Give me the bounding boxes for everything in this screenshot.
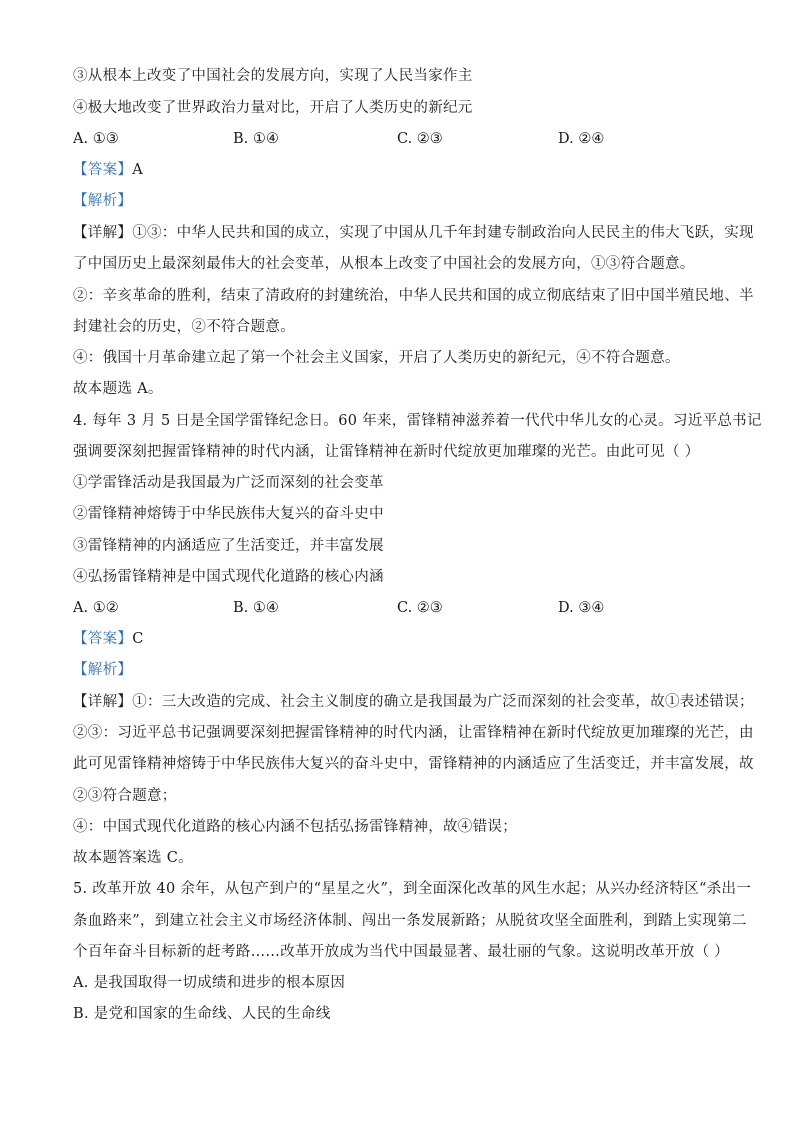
q4-detail-line-4: ②③符合题意； <box>73 788 177 804</box>
q4-item-1: ①学雷锋活动是我国最为广泛而深刻的社会变革 <box>73 475 384 491</box>
q4-item-4: ④弘扬雷锋精神是中国式现代化道路的核心内涵 <box>73 569 384 585</box>
q4-detail-line-2: ②③：习近平总书记强调要深刻把握雷锋精神的时代内涵，让雷锋精神在新时代绽放更加璀璨的光芒，由 <box>73 725 754 741</box>
q4-detail-line-3: 此可见雷锋精神熔铸于中华民族伟大复兴的奋斗史中，雷锋精神的内涵适应了生活变迁，并丰富发展，故 <box>73 756 754 772</box>
q3-options <box>73 129 733 149</box>
q3-option-c: C. ②③ <box>397 131 443 147</box>
q3-detail-line-1 <box>73 223 754 243</box>
q3-analysis-tag <box>73 191 733 211</box>
q3-detail-line-2: 了中国历史上最深刻最伟大的社会变革，从根本上改变了中国社会的发展方向，①③符合题意。 <box>73 256 695 272</box>
analysis-tag: 【解析】 <box>73 193 133 209</box>
answer-value: A <box>132 162 143 178</box>
q4-item-2: ②雷锋精神熔铸于中华民族伟大复兴的奋斗史中 <box>73 506 384 522</box>
q5-option-a: A. 是我国取得一切成绩和进步的根本原因 <box>73 975 346 991</box>
q4-answer <box>73 629 733 649</box>
q3-item-4: ④极大地改变了世界政治力量对比，开启了人类历史的新纪元 <box>73 100 473 116</box>
q4-option-c: C. ②③ <box>397 600 443 616</box>
q5-stem-line-3: 个百年奋斗目标新的赶考路……改革开放成为当代中国最显著、最壮丽的气象。这说明改革开放（ ） <box>73 944 730 960</box>
q4-options <box>73 598 733 618</box>
answer-tag: 【答案】 <box>73 162 133 178</box>
q3-option-d: D. ②④ <box>558 131 605 147</box>
q5-stem-line-2: 条血路来”，到建立社会主义市场经济体制、闯出一条发展新路；从脱贫攻坚全面胜利，到踏上实现第二 <box>73 913 747 929</box>
q3-item-3: ③从根本上改变了中国社会的发展方向，实现了人民当家作主 <box>73 68 473 84</box>
q4-option-b: B. ①④ <box>233 600 279 616</box>
q3-option-b: B. ①④ <box>233 131 279 147</box>
detail-text: ①③：中华人民共和国的成立，实现了中国从几千年封建专制政治向人民民主的伟大飞跃，实现 <box>132 225 754 241</box>
detail-text: ①：三大改造的完成、社会主义制度的确立是我国最为广泛而深刻的社会变革，故①表述错误； <box>132 694 754 710</box>
answer-value: C <box>132 631 144 647</box>
q4-analysis-tag <box>73 660 733 680</box>
q5-option-b: B. 是党和国家的生命线、人民的生命线 <box>73 1006 331 1022</box>
q4-option-a: A. ①② <box>73 600 119 616</box>
detail-tag: 【详解】 <box>73 225 133 241</box>
q5-stem-line-1: 5. 改革开放 40 余年，从包产到户的“星星之火”，到全面深化改革的风生水起；从兴办经济特区“杀出一 <box>73 881 752 897</box>
q4-item-3: ③雷锋精神的内涵适应了生活变迁，并丰富发展 <box>73 538 384 554</box>
detail-tag: 【详解】 <box>73 694 133 710</box>
q3-detail-line-5: ④：俄国十月革命建立起了第一个社会主义国家，开启了人类历史的新纪元，④不符合题意。 <box>73 350 680 366</box>
q4-conclusion: 故本题答案选 C。 <box>73 850 193 866</box>
analysis-tag: 【解析】 <box>73 662 133 678</box>
q3-option-a: A. ①③ <box>73 131 119 147</box>
q3-detail-line-3: ②：辛亥革命的胜利，结束了清政府的封建统治，中华人民共和国的成立彻底结束了旧中国半殖民地、半 <box>73 288 754 304</box>
q4-detail-line-1 <box>73 692 754 712</box>
q4-stem-line-1: 4. 每年 3 月 5 日是全国学雷锋纪念日。60 年来，雷锋精神滋养着一代代中华儿女的心灵。习近平总书记 <box>73 413 762 429</box>
q4-stem-line-2: 强调要深刻把握雷锋精神的时代内涵，让雷锋精神在新时代绽放更加璀璨的光芒。由此可见（ ） <box>73 444 700 460</box>
q3-answer <box>73 160 733 180</box>
answer-tag: 【答案】 <box>73 631 133 647</box>
q3-detail-line-4: 封建社会的历史，②不符合题意。 <box>73 319 295 335</box>
q3-conclusion: 故本题选 A。 <box>73 381 163 397</box>
q4-option-d: D. ③④ <box>558 600 605 616</box>
q4-detail-line-5: ④：中国式现代化道路的核心内涵不包括弘扬雷锋精神，故④错误； <box>73 819 517 835</box>
